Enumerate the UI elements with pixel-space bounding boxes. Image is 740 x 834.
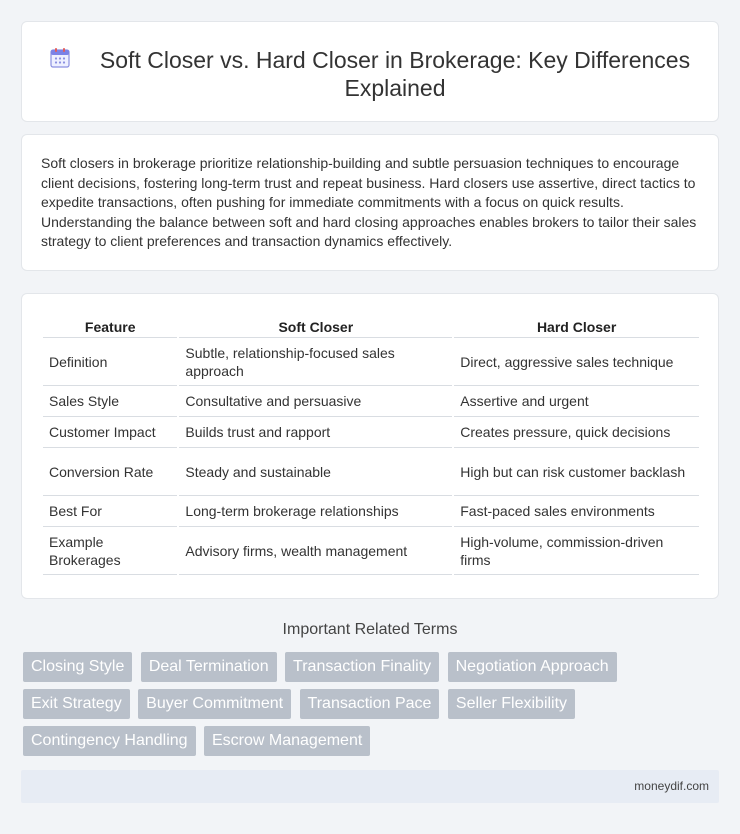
- table-header-row: [43, 314, 699, 338]
- table-row: [43, 527, 699, 575]
- table-row: [43, 386, 699, 417]
- intro-card: [21, 134, 719, 271]
- comparison-card: [21, 293, 719, 599]
- table-cell: Steady and sustainable: [179, 448, 452, 496]
- table-cell: High-volume, commission-driven firms: [454, 527, 699, 575]
- tag-seller-flexibility[interactable]: Seller Flexibility: [448, 689, 575, 719]
- table-cell: Subtle, relationship-focused sales approach: [179, 338, 452, 386]
- table-cell: Assertive and urgent: [454, 386, 699, 417]
- tag-transaction-finality[interactable]: Transaction Finality: [285, 652, 439, 682]
- tag-buyer-commitment[interactable]: Buyer Commitment: [138, 689, 291, 719]
- header-hard-closer: Hard Closer: [454, 314, 699, 338]
- table-cell: Long-term brokerage relationships: [179, 496, 452, 527]
- footer-bar: [21, 770, 719, 803]
- table-cell: Direct, aggressive sales technique: [454, 338, 699, 386]
- table-cell: Definition: [43, 338, 177, 386]
- header-soft-closer: Soft Closer: [179, 314, 452, 338]
- related-terms-heading: Important Related Terms: [282, 621, 458, 638]
- header-feature: Feature: [43, 314, 177, 338]
- table-cell: Fast-paced sales environments: [454, 496, 699, 527]
- table-row: [43, 417, 699, 448]
- tag-closing-style[interactable]: Closing Style: [23, 652, 132, 682]
- table-cell: High but can risk customer backlash: [454, 448, 699, 496]
- table-cell: Builds trust and rapport: [179, 417, 452, 448]
- table-cell: Creates pressure, quick decisions: [454, 417, 699, 448]
- table-cell: Customer Impact: [43, 417, 177, 448]
- title-card: [21, 21, 719, 122]
- tag-deal-termination[interactable]: Deal Termination: [141, 652, 277, 682]
- tag-transaction-pace[interactable]: Transaction Pace: [300, 689, 440, 719]
- intro-paragraph: Soft closers in brokerage prioritize relationship-building and subtle persuasion techniques to encourage client decisions, fostering long-term trust and repeat business. Hard closers use assertive, direct tactics to expedite transactions, often pushing for immediate commitments with a focus on quick results. Understanding the balance between soft and hard closing approaches enables brokers to tailor their sales strategy to client preferences and transaction dynamics effectively.: [41, 155, 697, 249]
- table-cell: Conversion Rate: [43, 448, 177, 496]
- table-cell: Sales Style: [43, 386, 177, 417]
- comparison-table: [41, 314, 701, 575]
- tag-exit-strategy[interactable]: Exit Strategy: [23, 689, 130, 719]
- related-terms-list: [23, 652, 623, 763]
- tag-negotiation-approach[interactable]: Negotiation Approach: [448, 652, 617, 682]
- footer-site-link[interactable]: moneydif.com: [634, 779, 709, 793]
- table-cell: Advisory firms, wealth management: [179, 527, 452, 575]
- table-cell: Consultative and persuasive: [179, 386, 452, 417]
- table-row: [43, 496, 699, 527]
- table-cell: Best For: [43, 496, 177, 527]
- table-row: [43, 448, 699, 496]
- page-title: Soft Closer vs. Hard Closer in Brokerage: Key Differences Explained: [99, 47, 691, 101]
- tag-escrow-management[interactable]: Escrow Management: [204, 726, 370, 756]
- title-wrap: [22, 46, 718, 102]
- table-row: [43, 338, 699, 386]
- table-cell: Example Brokerages: [43, 527, 177, 575]
- tag-contingency-handling[interactable]: Contingency Handling: [23, 726, 196, 756]
